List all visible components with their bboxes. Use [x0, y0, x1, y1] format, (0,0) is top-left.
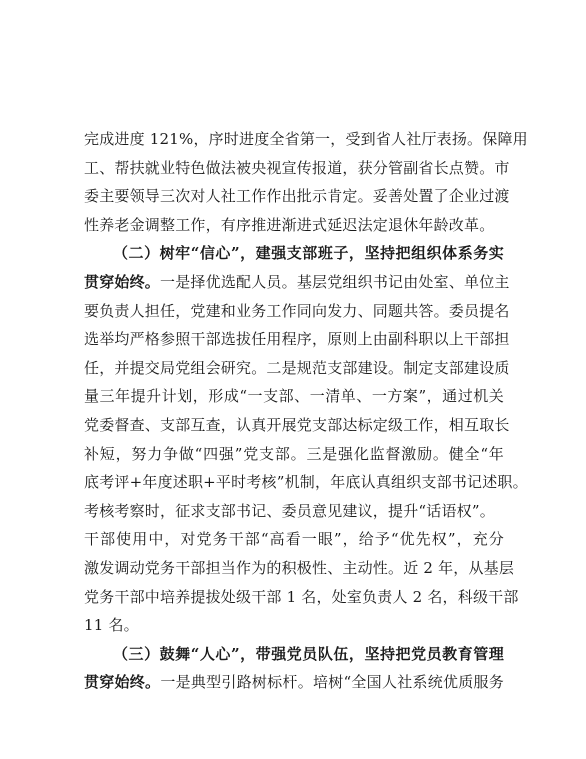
body-text: 党务干部中培养提拔处级干部 1 名，处室负责人 2 名，科级干部 [84, 587, 519, 606]
text-line [84, 611, 504, 640]
section-heading-text: （二）树牢“信心”，建强支部班子，坚持把组织体系务实 [113, 244, 504, 263]
text-line [84, 411, 510, 440]
body-text: 激发调动党务干部担当作为的积极性、主动性。近 2 年，从基层 [84, 558, 515, 577]
text-line [84, 440, 504, 469]
body-text: 补短，努力争做“四强”党支部。三是强化监督激励。健全“年 [84, 444, 504, 463]
body-text: 选举均严格参照干部选拔任用程序，原则上由副科职以上干部担 [84, 330, 510, 349]
body-text: 考核考察时，征求支部书记、委员意见建议，提升“话语权”。 [84, 501, 495, 520]
body-text: 性养老金调整工作，有序推进渐进式延迟法定退休年龄改革。 [84, 215, 495, 234]
text-line [84, 497, 504, 526]
body-text: 工、帮扶就业特色做法被央视宣传报道，获分管副省长点赞。市 [84, 158, 510, 177]
text-line [84, 668, 504, 697]
section-heading-text: （三）鼓舞“人心”，带强党员队伍，坚持把党员教育管理 [113, 644, 504, 663]
text-line [84, 182, 510, 211]
body-text: 委主要领导三次对人社工作作出批示肯定。妥善处置了企业过渡 [84, 187, 510, 206]
text-line [84, 325, 510, 354]
text-line [84, 125, 528, 154]
text-line [84, 640, 504, 669]
text-line [84, 354, 510, 383]
body-text: 干部使用中，对党务干部“高看一眼”，给予“优先权”，充分 [84, 530, 504, 549]
document-body [84, 125, 528, 697]
body-text: 完成进度 121%，序时进度全省第一，受到省人社厅表扬。保障用 [84, 130, 528, 148]
text-line [84, 382, 504, 411]
body-text: 底考评+年度述职+平时考核”机制，年底认真组织支部书记述职。 [84, 473, 528, 492]
text-line [84, 239, 504, 268]
text-line [84, 554, 515, 583]
text-line [84, 468, 528, 497]
body-text: 一是典型引路树标杆。培树“全国人社系统优质服务 [160, 673, 504, 692]
body-text: 任，并提交局党组会研究。二是规范支部建设。制定支部建设质 [84, 358, 510, 377]
section-heading-text: 贯穿始终。 [84, 673, 161, 692]
text-line [84, 583, 519, 612]
text-line [84, 211, 504, 240]
text-line [84, 268, 510, 297]
section-heading-text: 贯穿始终。 [84, 272, 161, 291]
text-line [84, 154, 510, 183]
text-line [84, 525, 504, 554]
text-line [84, 297, 510, 326]
body-text: 一是择优选配人员。基层党组织书记由处室、单位主 [160, 272, 510, 291]
body-text: 党委督查、支部互查，认真开展党支部达标定级工作，相互取长 [84, 415, 510, 434]
body-text: 要负责人担任，党建和业务工作同向发力、同题共答。委员提名 [84, 301, 510, 320]
body-text: 量三年提升计划，形成“一支部、一清单、一方案”，通过机关 [84, 387, 504, 406]
body-text: 11 名。 [84, 616, 139, 635]
